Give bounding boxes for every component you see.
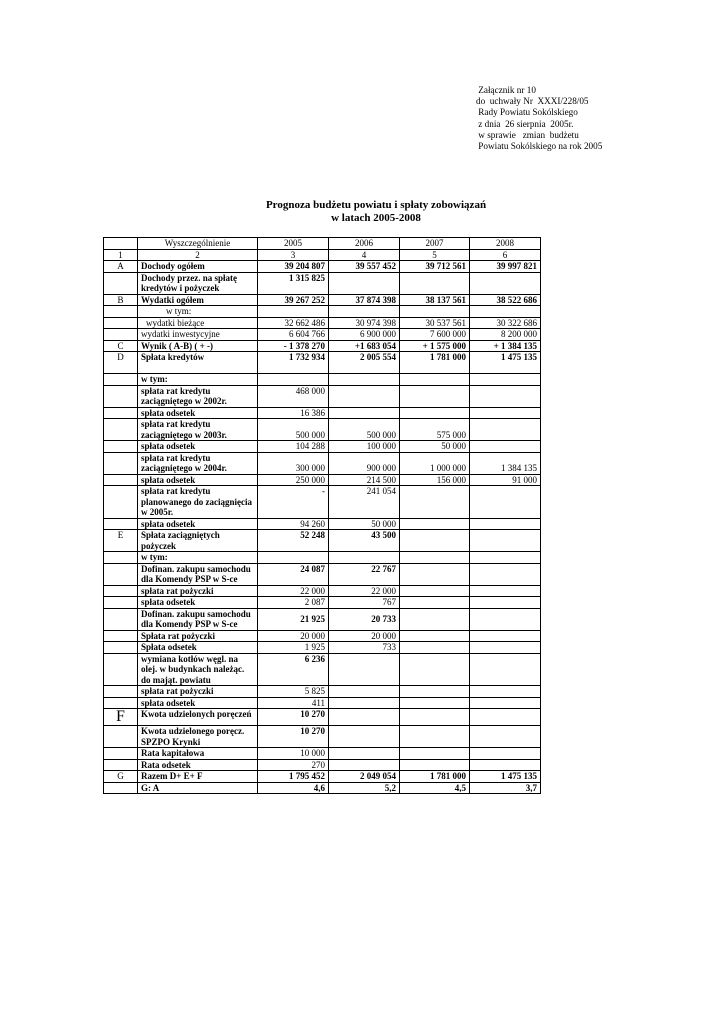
value-cell	[470, 585, 541, 597]
row-letter-cell: F	[104, 709, 138, 726]
table-row	[104, 385, 541, 407]
value-cell	[400, 709, 470, 726]
value-cell	[400, 686, 470, 698]
value-cell: 39 712 561	[400, 261, 470, 273]
row-letter-cell	[104, 385, 138, 407]
value-cell	[470, 759, 541, 771]
value-cell: + 1 384 135	[470, 340, 541, 352]
row-letter-cell	[104, 597, 138, 609]
value-cell: 900 000	[329, 452, 400, 474]
header-cell	[104, 238, 138, 250]
row-letter-cell	[104, 563, 138, 585]
value-cell: 300 000	[258, 452, 329, 474]
row-letter-cell	[104, 272, 138, 294]
value-cell	[470, 419, 541, 441]
value-cell: 4,5	[400, 782, 470, 794]
value-cell	[470, 726, 541, 748]
value-cell: 575 000	[400, 419, 470, 441]
value-cell	[470, 597, 541, 609]
row-letter-cell	[104, 317, 138, 329]
row-label-cell: w tym:	[138, 306, 258, 318]
value-cell	[470, 642, 541, 654]
value-cell: 2 005 554	[329, 352, 400, 374]
row-letter-cell: A	[104, 261, 138, 273]
value-cell	[400, 608, 470, 630]
value-cell: 32 662 486	[258, 317, 329, 329]
value-cell	[470, 748, 541, 760]
value-cell: 411	[258, 697, 329, 709]
row-label-cell: Dochody ogółem	[138, 261, 258, 273]
value-cell: 43 500	[329, 530, 400, 552]
value-cell: 39 997 821	[470, 261, 541, 273]
row-letter-cell	[104, 474, 138, 486]
row-letter-cell: D	[104, 352, 138, 374]
value-cell	[470, 530, 541, 552]
table-row	[104, 486, 541, 519]
value-cell	[329, 697, 400, 709]
value-cell: 6	[470, 249, 541, 261]
title-line-2: w latach 2005-2008	[331, 211, 421, 224]
table-row	[104, 630, 541, 642]
value-cell	[329, 306, 400, 318]
value-cell: 500 000	[258, 419, 329, 441]
value-cell: 39 267 252	[258, 294, 329, 306]
row-letter-cell	[104, 697, 138, 709]
value-cell: 1 795 452	[258, 771, 329, 783]
row-label-cell: Wynik ( A-B) ( + -)	[138, 340, 258, 352]
row-label-cell: spłata odsetek	[138, 441, 258, 453]
table-row	[104, 317, 541, 329]
row-label-cell: wymiana kotłów węgl. na olej. w budynkach należąc. do mająt. powiatu	[138, 653, 258, 686]
attachment-line: w sprawie zmian budżetu	[476, 129, 579, 140]
value-cell	[400, 642, 470, 654]
row-label-cell: Spłata odsetek	[138, 642, 258, 654]
value-cell	[400, 272, 470, 294]
value-cell: 733	[329, 642, 400, 654]
value-cell: 94 260	[258, 518, 329, 530]
table-row	[104, 748, 541, 760]
table-row	[104, 759, 541, 771]
attachment-line: Powiatu Sokólskiego na rok 2005	[476, 141, 603, 152]
table-row	[104, 709, 541, 726]
value-cell	[329, 385, 400, 407]
row-label-cell: Spłata rat pożyczki	[138, 630, 258, 642]
value-cell: 30 322 686	[470, 317, 541, 329]
title-line-1: Prognoza budżetu powiatu i spłaty zobowiązań	[265, 199, 487, 211]
value-cell	[470, 272, 541, 294]
row-label-cell: Razem D+ E+ F	[138, 771, 258, 783]
value-cell: 6 604 766	[258, 329, 329, 341]
row-label-cell: Rata odsetek	[138, 759, 258, 771]
value-cell: + 1 575 000	[400, 340, 470, 352]
value-cell: - 1 378 270	[258, 340, 329, 352]
table-row	[104, 306, 541, 318]
value-cell	[470, 385, 541, 407]
value-cell: 39 557 452	[329, 261, 400, 273]
header-cell: 2006	[329, 238, 400, 250]
row-letter-cell	[104, 419, 138, 441]
row-label-cell: spłata rat kredytu zaciągniętego w 2004r.	[138, 452, 258, 474]
value-cell	[400, 486, 470, 519]
row-label-cell: spłata odsetek	[138, 697, 258, 709]
value-cell	[470, 608, 541, 630]
value-cell: 8 200 000	[470, 329, 541, 341]
value-cell	[400, 530, 470, 552]
header-cell: 2007	[400, 238, 470, 250]
value-cell	[400, 552, 470, 564]
value-cell: 3	[258, 249, 329, 261]
table-row	[104, 329, 541, 341]
table-row	[104, 782, 541, 794]
value-cell	[400, 374, 470, 386]
value-cell: 10 000	[258, 748, 329, 760]
value-cell: 16 386	[258, 407, 329, 419]
value-cell: 39 204 807	[258, 261, 329, 273]
value-cell: 10 270	[258, 709, 329, 726]
value-cell: 50 000	[329, 518, 400, 530]
attachment-line: do uchwały Nr XXXI/228/05	[476, 96, 589, 107]
value-cell: 52 248	[258, 530, 329, 552]
value-cell: 4,6	[258, 782, 329, 794]
table-row	[104, 642, 541, 654]
table-row	[104, 352, 541, 374]
table-row	[104, 686, 541, 698]
row-label-cell: Dochody przez. na spłatę kredytów i pożyczek	[138, 272, 258, 294]
value-cell: 3,7	[470, 782, 541, 794]
row-label-cell: spłata odsetek	[138, 474, 258, 486]
attachment-line: Załącznik nr 10	[476, 85, 536, 95]
row-label-cell: w tym:	[138, 374, 258, 386]
value-cell: 214 500	[329, 474, 400, 486]
value-cell: 1 781 000	[400, 352, 470, 374]
table-row	[104, 340, 541, 352]
attachment-note	[476, 85, 602, 152]
value-cell	[329, 759, 400, 771]
row-label-cell: wydatki bieżące	[138, 317, 258, 329]
row-label-cell: spłata rat kredytu planowanego do zaciągnięcia w 2005r.	[138, 486, 258, 519]
value-cell	[329, 709, 400, 726]
row-letter-cell: 1	[104, 249, 138, 261]
page-title	[0, 199, 724, 224]
value-cell	[400, 653, 470, 686]
row-letter-cell	[104, 486, 138, 519]
value-cell	[329, 653, 400, 686]
row-letter-cell	[104, 407, 138, 419]
row-letter-cell	[104, 374, 138, 386]
value-cell	[329, 748, 400, 760]
value-cell	[258, 306, 329, 318]
row-letter-cell	[104, 441, 138, 453]
table-row	[104, 294, 541, 306]
value-cell: -	[258, 486, 329, 519]
table-row	[104, 697, 541, 709]
row-label-cell: Kwota udzielonego poręcz. SPZPO Krynki	[138, 726, 258, 748]
row-letter-cell: C	[104, 340, 138, 352]
value-cell: 22 767	[329, 563, 400, 585]
row-label-cell: Dofinan. zakupu samochodu dla Komendy PSP w S-ce	[138, 563, 258, 585]
value-cell: 20 733	[329, 608, 400, 630]
value-cell	[258, 552, 329, 564]
value-cell: 22 000	[329, 585, 400, 597]
value-cell: 104 288	[258, 441, 329, 453]
row-label-cell: spłata odsetek	[138, 407, 258, 419]
row-letter-cell	[104, 686, 138, 698]
row-label-cell: Wydatki ogółem	[138, 294, 258, 306]
row-letter-cell: G	[104, 771, 138, 783]
value-cell: 38 137 561	[400, 294, 470, 306]
row-label-cell: G: A	[138, 782, 258, 794]
value-cell: 1 781 000	[400, 771, 470, 783]
value-cell: 5	[400, 249, 470, 261]
value-cell: 1 000 000	[400, 452, 470, 474]
value-cell: 5,2	[329, 782, 400, 794]
table-row	[104, 608, 541, 630]
value-cell: 10 270	[258, 726, 329, 748]
value-cell	[470, 518, 541, 530]
value-cell	[400, 726, 470, 748]
attachment-line: Rady Powiatu Sokólskiego	[476, 107, 578, 118]
value-cell: 91 000	[470, 474, 541, 486]
row-label-cell: w tym:	[138, 552, 258, 564]
value-cell	[400, 748, 470, 760]
table-row	[104, 585, 541, 597]
row-letter-cell	[104, 518, 138, 530]
row-letter-cell	[104, 585, 138, 597]
value-cell: 20 000	[258, 630, 329, 642]
value-cell: 7 600 000	[400, 329, 470, 341]
value-cell: 241 054	[329, 486, 400, 519]
value-cell	[400, 407, 470, 419]
value-cell: 468 000	[258, 385, 329, 407]
table-row	[104, 530, 541, 552]
value-cell	[329, 552, 400, 564]
value-cell: 1 384 135	[470, 452, 541, 474]
value-cell: 38 522 686	[470, 294, 541, 306]
value-cell	[329, 374, 400, 386]
table-row	[104, 261, 541, 273]
value-cell: 22 000	[258, 585, 329, 597]
row-label-cell: Spłata zaciągniętych pożyczek	[138, 530, 258, 552]
value-cell: 1 475 135	[470, 771, 541, 783]
value-cell	[400, 585, 470, 597]
table-row	[104, 474, 541, 486]
table-row	[104, 563, 541, 585]
value-cell	[400, 630, 470, 642]
value-cell	[400, 597, 470, 609]
table-row	[104, 452, 541, 474]
table-row	[104, 272, 541, 294]
value-cell	[470, 630, 541, 642]
budget-forecast-table	[103, 237, 541, 794]
attachment-line: z dnia 26 sierpnia 2005r.	[476, 118, 574, 129]
table-row	[104, 374, 541, 386]
table-row	[104, 249, 541, 261]
value-cell: 4	[329, 249, 400, 261]
value-cell: 270	[258, 759, 329, 771]
value-cell	[470, 552, 541, 564]
row-letter-cell	[104, 748, 138, 760]
value-cell: 2 087	[258, 597, 329, 609]
value-cell	[470, 686, 541, 698]
row-label-cell: spłata odsetek	[138, 597, 258, 609]
value-cell: 30 974 398	[329, 317, 400, 329]
table-header-row	[104, 238, 541, 250]
row-letter-cell	[104, 452, 138, 474]
table-row	[104, 653, 541, 686]
row-label-cell: wydatki inwestycyjne	[138, 329, 258, 341]
row-letter-cell: E	[104, 530, 138, 552]
row-letter-cell: B	[104, 294, 138, 306]
row-letter-cell	[104, 329, 138, 341]
value-cell	[470, 653, 541, 686]
header-cell: 2005	[258, 238, 329, 250]
table-row	[104, 518, 541, 530]
row-letter-cell	[104, 552, 138, 564]
value-cell	[470, 306, 541, 318]
table-row	[104, 441, 541, 453]
value-cell	[400, 759, 470, 771]
table-row	[104, 597, 541, 609]
value-cell	[470, 697, 541, 709]
value-cell: 50 000	[400, 441, 470, 453]
value-cell	[470, 407, 541, 419]
table-row	[104, 771, 541, 783]
row-letter-cell	[104, 782, 138, 794]
table-row	[104, 419, 541, 441]
value-cell	[329, 407, 400, 419]
header-cell: 2008	[470, 238, 541, 250]
value-cell: 767	[329, 597, 400, 609]
value-cell: 250 000	[258, 474, 329, 486]
value-cell	[470, 563, 541, 585]
value-cell	[329, 272, 400, 294]
value-cell	[258, 374, 329, 386]
row-label-cell: 2	[138, 249, 258, 261]
row-label-cell: spłata rat pożyczki	[138, 686, 258, 698]
table-row	[104, 407, 541, 419]
value-cell	[470, 441, 541, 453]
value-cell	[470, 374, 541, 386]
value-cell	[470, 709, 541, 726]
row-label-cell: Dofinan. zakupu samochodu dla Komendy PSP w S-ce	[138, 608, 258, 630]
value-cell	[329, 686, 400, 698]
row-label-cell: Spłata kredytów	[138, 352, 258, 374]
row-letter-cell	[104, 630, 138, 642]
value-cell: 24 087	[258, 563, 329, 585]
row-label-cell: Rata kapitałowa	[138, 748, 258, 760]
value-cell: 5 825	[258, 686, 329, 698]
row-letter-cell	[104, 726, 138, 748]
value-cell	[470, 486, 541, 519]
value-cell: 2 049 054	[329, 771, 400, 783]
table-row	[104, 552, 541, 564]
value-cell: 30 537 561	[400, 317, 470, 329]
value-cell: 1 732 934	[258, 352, 329, 374]
row-letter-cell	[104, 306, 138, 318]
row-letter-cell	[104, 759, 138, 771]
value-cell	[400, 697, 470, 709]
value-cell: 6 236	[258, 653, 329, 686]
value-cell	[400, 518, 470, 530]
row-label-cell: spłata odsetek	[138, 518, 258, 530]
row-label-cell: spłata rat pożyczki	[138, 585, 258, 597]
value-cell	[400, 385, 470, 407]
value-cell: 1 925	[258, 642, 329, 654]
value-cell: 156 000	[400, 474, 470, 486]
row-letter-cell	[104, 653, 138, 686]
row-label-cell: spłata rat kredytu zaciągniętego w 2003r.	[138, 419, 258, 441]
value-cell	[329, 726, 400, 748]
value-cell: 1 315 825	[258, 272, 329, 294]
value-cell: +1 683 054	[329, 340, 400, 352]
value-cell: 500 000	[329, 419, 400, 441]
value-cell	[400, 306, 470, 318]
value-cell: 21 925	[258, 608, 329, 630]
table-row	[104, 726, 541, 748]
row-label-cell: Kwota udzielonych poręczeń	[138, 709, 258, 726]
row-letter-cell	[104, 608, 138, 630]
value-cell: 20 000	[329, 630, 400, 642]
row-label-cell: spłata rat kredytu zaciągniętego w 2002r.	[138, 385, 258, 407]
header-cell: Wyszczególnienie	[138, 238, 258, 250]
row-letter-cell	[104, 642, 138, 654]
value-cell: 100 000	[329, 441, 400, 453]
value-cell: 1 475 135	[470, 352, 541, 374]
value-cell: 37 874 398	[329, 294, 400, 306]
value-cell	[400, 563, 470, 585]
value-cell: 6 900 000	[329, 329, 400, 341]
